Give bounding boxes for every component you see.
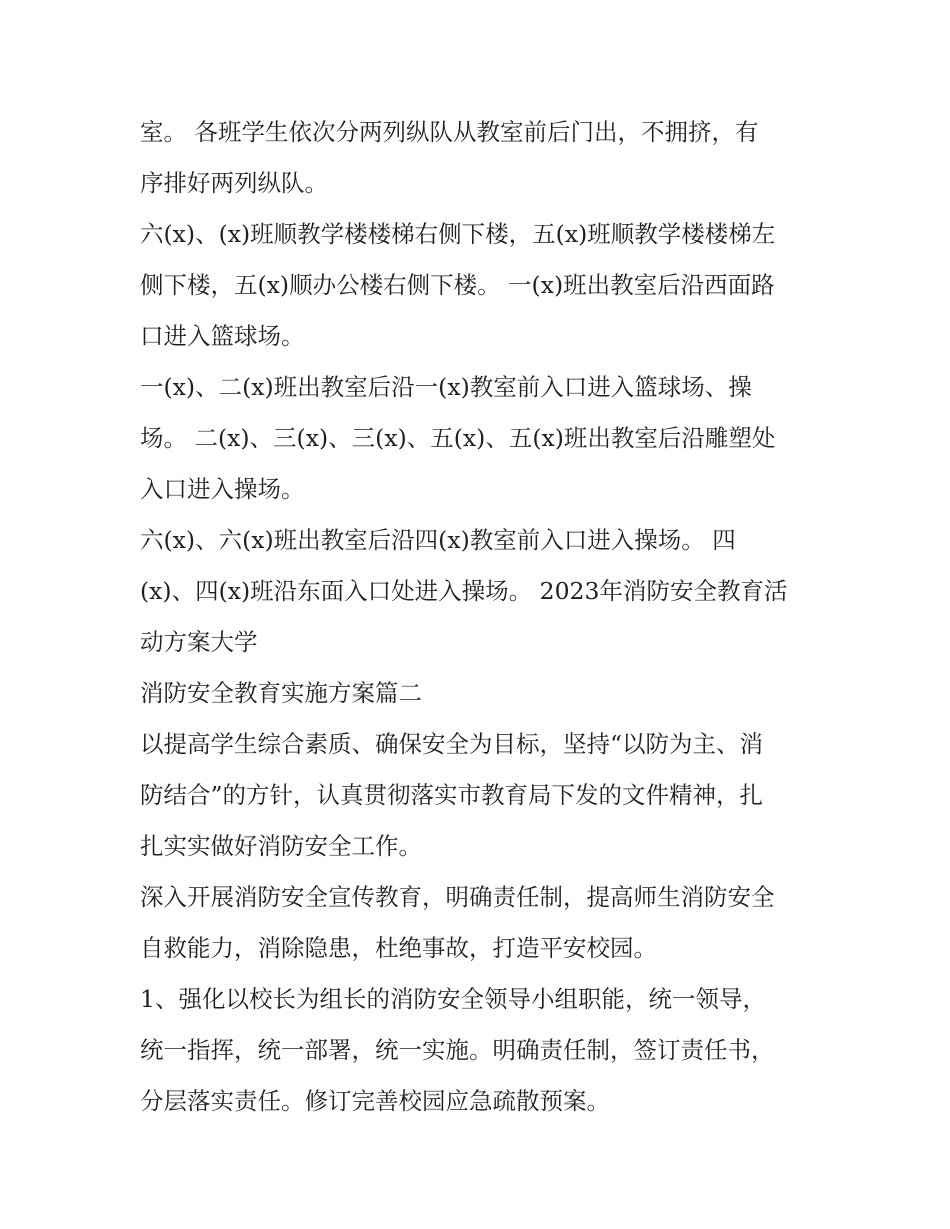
text-line: 统一指挥，统一部署，统一实施。明确责任制，签订责任书， (140, 1036, 775, 1064)
text-line: 口进入篮球场。 (140, 322, 305, 350)
text-line: 1、强化以校长为组长的消防安全领导小组职能，统一领导， (140, 985, 766, 1013)
document-body (140, 107, 820, 1127)
paragraph-east-entrance (140, 515, 820, 668)
text-line: 室。 各班学生依次分两列纵队从教室前后门出，不拥挤，有 (140, 118, 759, 146)
text-line: 六(x)、六(x)班出教室后沿四(x)教室前入口进入操场。 四 (140, 526, 736, 554)
text-line: 以提高学生综合素质、确保安全为目标，坚持“以防为主、消 (140, 730, 764, 758)
paragraph-measure-1 (140, 974, 820, 1127)
text-line: 一(x)、二(x)班出教室后沿一(x)教室前入口进入篮球场、操 (140, 373, 752, 401)
paragraph-guiding-principle (140, 719, 820, 872)
text-line: 场。 二(x)、三(x)、三(x)、五(x)、五(x)班出教室后沿雕塑处 (140, 424, 776, 452)
text-line: 动方案大学 (140, 628, 258, 656)
text-line: 扎实实做好消防安全工作。 (140, 832, 422, 860)
text-line: (x)、四(x)班沿东面入口处进入操场。 2023年消防安全教育活 (140, 577, 788, 605)
text-line: 六(x)、(x)班顺教学楼楼梯右侧下楼，五(x)班顺教学楼楼梯左 (140, 220, 776, 248)
text-line: 序排好两列纵队。 (140, 169, 328, 197)
text-line: 侧下楼，五(x)顺办公楼右侧下楼。 一(x)班出教室后沿西面路 (140, 271, 775, 299)
paragraph-stair-routes (140, 209, 820, 362)
paragraph-playground-routes (140, 362, 820, 515)
paragraph-evacuation-order (140, 107, 820, 209)
heading-line: 消防安全教育实施方案篇二 (140, 679, 422, 707)
section-heading (140, 668, 820, 719)
text-line: 分层落实责任。修订完善校园应急疏散预案。 (140, 1087, 610, 1115)
text-line: 自救能力，消除隐患，杜绝事故，打造平安校园。 (140, 934, 657, 962)
text-line: 深入开展消防安全宣传教育，明确责任制，提高师生消防安全 (140, 883, 775, 911)
text-line: 入口进入操场。 (140, 475, 305, 503)
text-line: 防结合”的方针，认真贯彻落实市教育局下发的文件精神，扎 (140, 781, 764, 809)
paragraph-objectives (140, 872, 820, 974)
